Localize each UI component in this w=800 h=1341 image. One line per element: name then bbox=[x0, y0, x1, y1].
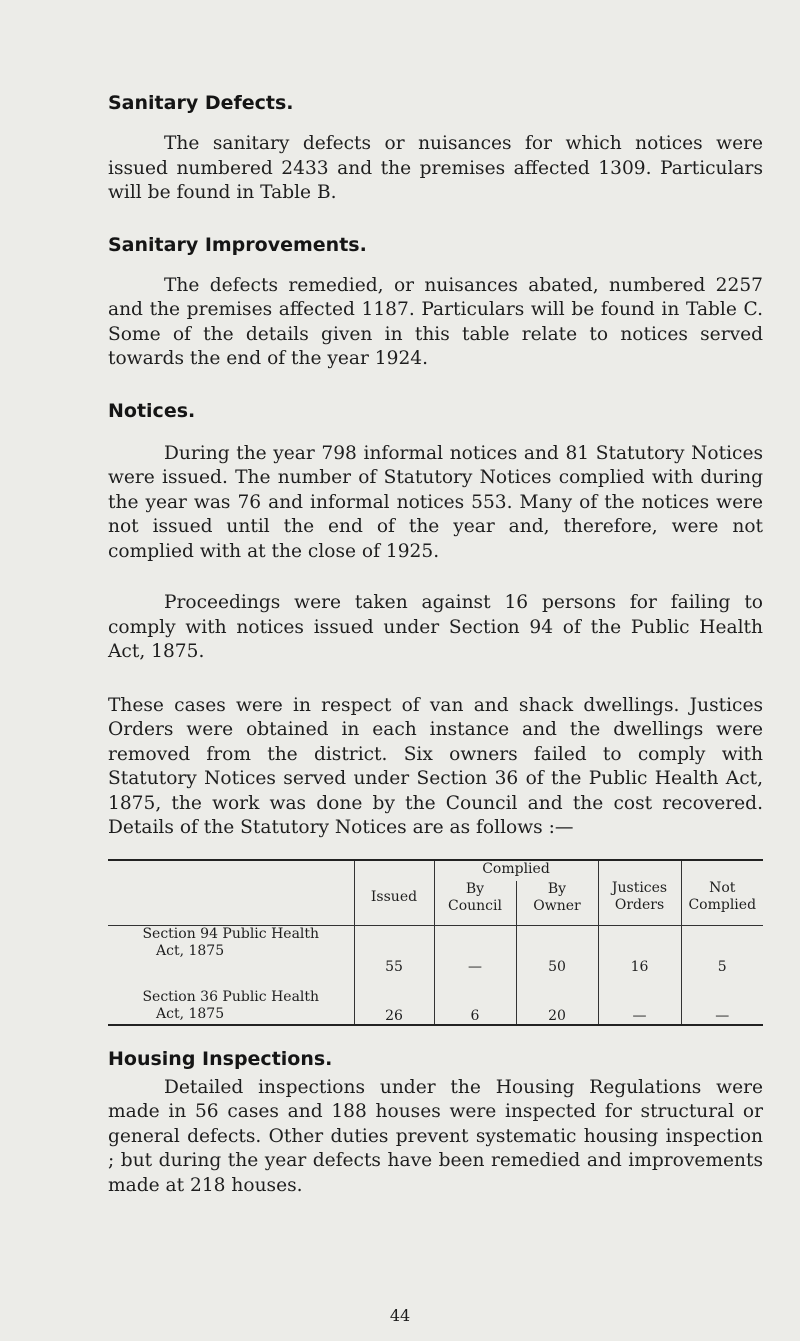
heading-sanitary-defects: Sanitary Defects. bbox=[108, 92, 294, 114]
header-by-council-line1: By bbox=[465, 880, 485, 897]
heading-sanitary-improvements: Sanitary Improvements. bbox=[108, 233, 367, 256]
cell-issued: 55 bbox=[354, 925, 434, 975]
row-label bbox=[108, 925, 354, 975]
paragraph-notices-2: Proceedings were taken against 16 persons for failing to comply with notices issued under Section 94 of the Public Health Act, 1875. bbox=[108, 592, 763, 662]
row-label-line2: Act, 1875 bbox=[156, 942, 225, 959]
cell-justices-orders: 16 bbox=[598, 925, 681, 975]
cell-by-council: 6 bbox=[434, 975, 516, 1025]
cell-by-council: — bbox=[434, 925, 516, 975]
header-justices-line2: Orders bbox=[614, 896, 665, 913]
header-not-complied-line2: Complied bbox=[688, 896, 757, 913]
header-by-council-line2: Council bbox=[448, 897, 502, 914]
paragraph-sanitary-defects: The sanitary defects or nuisances for which notices were issued numbered 2433 and the premises affected 1309. Particulars will be found in Table B. bbox=[108, 133, 763, 203]
heading-housing-inspections: Housing Inspections. bbox=[108, 1047, 333, 1070]
header-not-complied bbox=[681, 860, 763, 926]
row-label-line1: Section 36 Public Health bbox=[142, 988, 320, 1005]
header-not-complied-line1: Not bbox=[709, 879, 736, 896]
cell-issued: 26 bbox=[354, 975, 434, 1025]
row-label bbox=[108, 975, 354, 1025]
header-justices-line1: Justices bbox=[611, 879, 668, 896]
header-issued bbox=[354, 860, 434, 926]
paragraph-housing-inspections: Detailed inspections under the Housing Regulations were made in 56 cases and 188 houses were inspected for structural or general defects. Other duties prevent systematic housing inspection ; but during the year defects have been remedied and improvements made at 218 houses. bbox=[108, 1076, 763, 1196]
header-issued-label: Issued bbox=[370, 888, 418, 905]
header-by-council bbox=[434, 881, 516, 926]
page-number: 44 bbox=[389, 1306, 411, 1325]
row-label-line2: Act, 1875 bbox=[156, 1005, 225, 1022]
header-by-owner-line1: By bbox=[547, 880, 567, 897]
cell-justices-orders: — bbox=[598, 975, 681, 1025]
cell-not-complied: 5 bbox=[681, 925, 763, 975]
page-content bbox=[108, 88, 763, 1198]
paragraph-sanitary-improvements: The defects remedied, or nuisances abated, numbered 2257 and the premises affected 1187. Particulars will be found in Table C. Some of the details given in this table relate to notices served towards the end of the year 1924. bbox=[108, 274, 763, 369]
table-row bbox=[108, 925, 763, 975]
paragraph-notices-3: These cases were in respect of van and shack dwellings. Justices Orders were obtained in each instance and the dwellings were removed from the district. Six owners failed to comply with Statutory Notices served under Section 36 of the Public Health Act, 1875, the work was done by the Council and the cost recovered. Details of the Statutory Notices are as follows :— bbox=[108, 694, 763, 838]
cell-by-owner: 50 bbox=[516, 925, 598, 975]
heading-notices: Notices. bbox=[108, 399, 196, 422]
header-justices-orders bbox=[598, 860, 681, 926]
header-complied: Complied bbox=[434, 860, 598, 881]
header-blank bbox=[108, 860, 354, 926]
header-by-owner-line2: Owner bbox=[533, 897, 581, 914]
cell-by-owner: 20 bbox=[516, 975, 598, 1025]
cell-not-complied: — bbox=[681, 975, 763, 1025]
row-label-line1: Section 94 Public Health bbox=[142, 925, 320, 942]
table-row bbox=[108, 975, 763, 1025]
header-by-owner bbox=[516, 881, 598, 926]
statutory-notices-table bbox=[108, 859, 763, 1026]
paragraph-notices-1: During the year 798 informal notices and 81 Statutory Notices were issued. The number of Statutory Notices complied with during the year was 76 and informal notices 553. Many of the notices were not issued until the end of the year and, therefore, were not complied with at the close of 1925. bbox=[108, 442, 763, 562]
